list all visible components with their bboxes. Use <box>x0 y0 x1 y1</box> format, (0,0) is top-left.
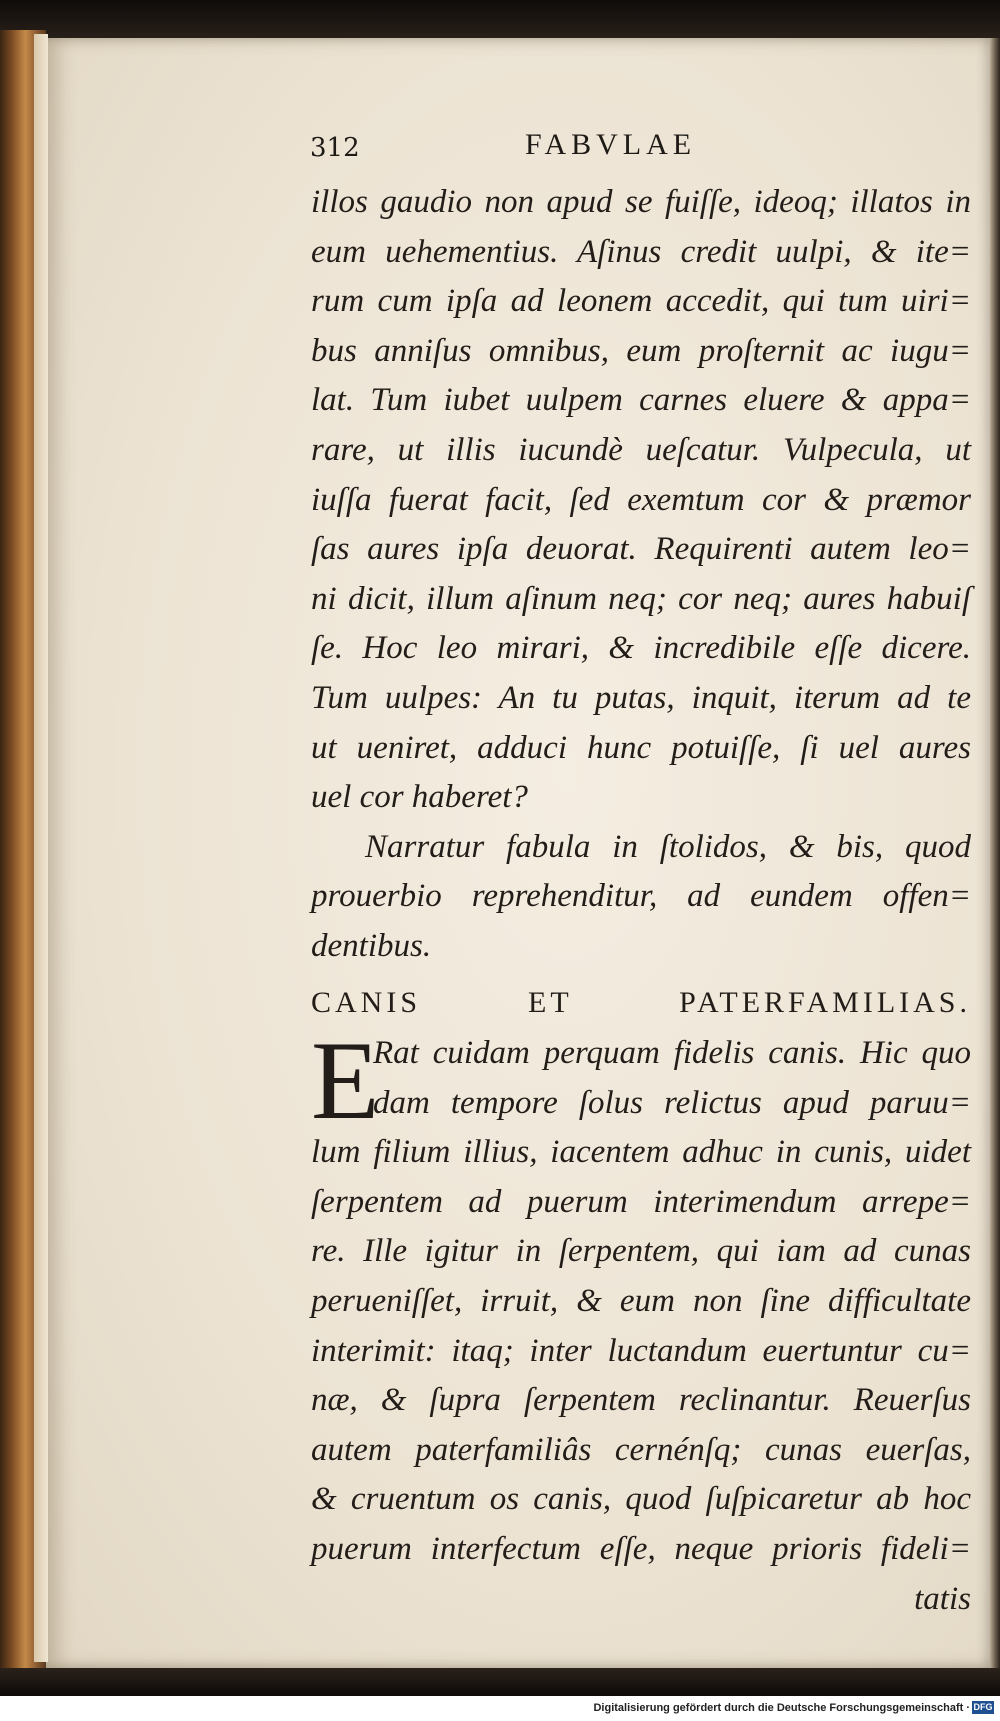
text-line: & cruentum os canis, quod ſuſpicaretur ab hoc <box>311 1481 971 1518</box>
text-line: eum uehementius. Aſinus credit uulpi, & ite= <box>311 233 971 270</box>
text-line: rare, ut illis iucundè ueſcatur. Vulpecula, ut <box>311 431 971 468</box>
text-line: Rat cuidam perquam fidelis canis. Hic quo <box>373 1035 971 1072</box>
text-line: ut ueniret, adduci hunc potuiſſe, ſi uel aures <box>311 729 971 766</box>
text-line: re. Ille igitur in ſerpentem, qui iam ad cunas <box>311 1233 971 1270</box>
text-line: lum filium illius, iacentem adhuc in cunis, uidet <box>311 1134 971 1171</box>
text-line: puerum interfectum eſſe, neque prioris fideli= <box>311 1531 971 1568</box>
text-line: Tum uulpes: An tu putas, inquit, iterum ad te <box>311 679 971 716</box>
text-line: illos gaudio non apud se fuiſſe, ideoq; illatos in <box>311 184 971 220</box>
text-line: iuſſa fuerat facit, ſed exemtum cor & præmor <box>311 481 971 518</box>
digitization-footer <box>0 1696 1000 1721</box>
page-gutter <box>34 34 48 1662</box>
dfg-logo: DFG <box>973 1702 993 1712</box>
text-line: uel cor haberet? <box>311 779 528 816</box>
text-line: bus anniſus omnibus, eum proſternit ac iugu= <box>311 332 971 369</box>
scan-bottom-border <box>0 1668 1000 1696</box>
text-line: perueniſſet, irruit, & eum non ſine difficultate <box>311 1283 971 1320</box>
page-text-block <box>311 178 971 1624</box>
text-line: næ, & ſupra ſerpentem reclinantur. Reuerſus <box>311 1382 971 1419</box>
text-line: ni dicit, illum aſinum neq; cor neq; aures habuiſ <box>311 580 971 617</box>
fable-opening <box>311 1019 971 1144</box>
text-line: ſas aures ipſa deuorat. Requirenti autem leo= <box>311 531 971 568</box>
text-line: dam tempore ſolus relictus apud paruu= <box>373 1084 971 1121</box>
text-line: interimit: itaq; inter luctandum euertuntur cu= <box>311 1332 971 1369</box>
drop-cap: E <box>311 1019 380 1144</box>
moral-line: dentibus. <box>311 927 432 964</box>
running-title: FABVLAE <box>525 128 697 161</box>
moral-line: Narratur fabula in ſtolidos, & bis, quod <box>365 828 971 865</box>
text-line: ſe. Hoc leo mirari, & incredibile eſſe dicere. <box>311 630 971 667</box>
page-number: 312 <box>310 133 360 163</box>
text-line: ſerpentem ad puerum interimendum arrepe= <box>311 1183 971 1220</box>
book-right-edge <box>990 38 1000 1668</box>
text-line: lat. Tum iubet uulpem carnes eluere & appa= <box>311 382 971 419</box>
moral-line: prouerbio reprehenditur, ad eundem offen= <box>311 878 971 915</box>
funding-notice: Digitalisierung gefördert durch die Deutsche Forschungsgemeinschaft · <box>593 1702 970 1714</box>
text-line: rum cum ipſa ad leonem accedit, qui tum uiri= <box>311 283 971 320</box>
fable-title: CANIS ET PATERFAMILIAS. <box>311 985 971 1019</box>
catchword: tatis <box>914 1580 971 1617</box>
scan-top-border <box>0 0 1000 42</box>
text-line: autem paterfamiliâs cernénſq; cunas euerſas, <box>311 1431 971 1468</box>
